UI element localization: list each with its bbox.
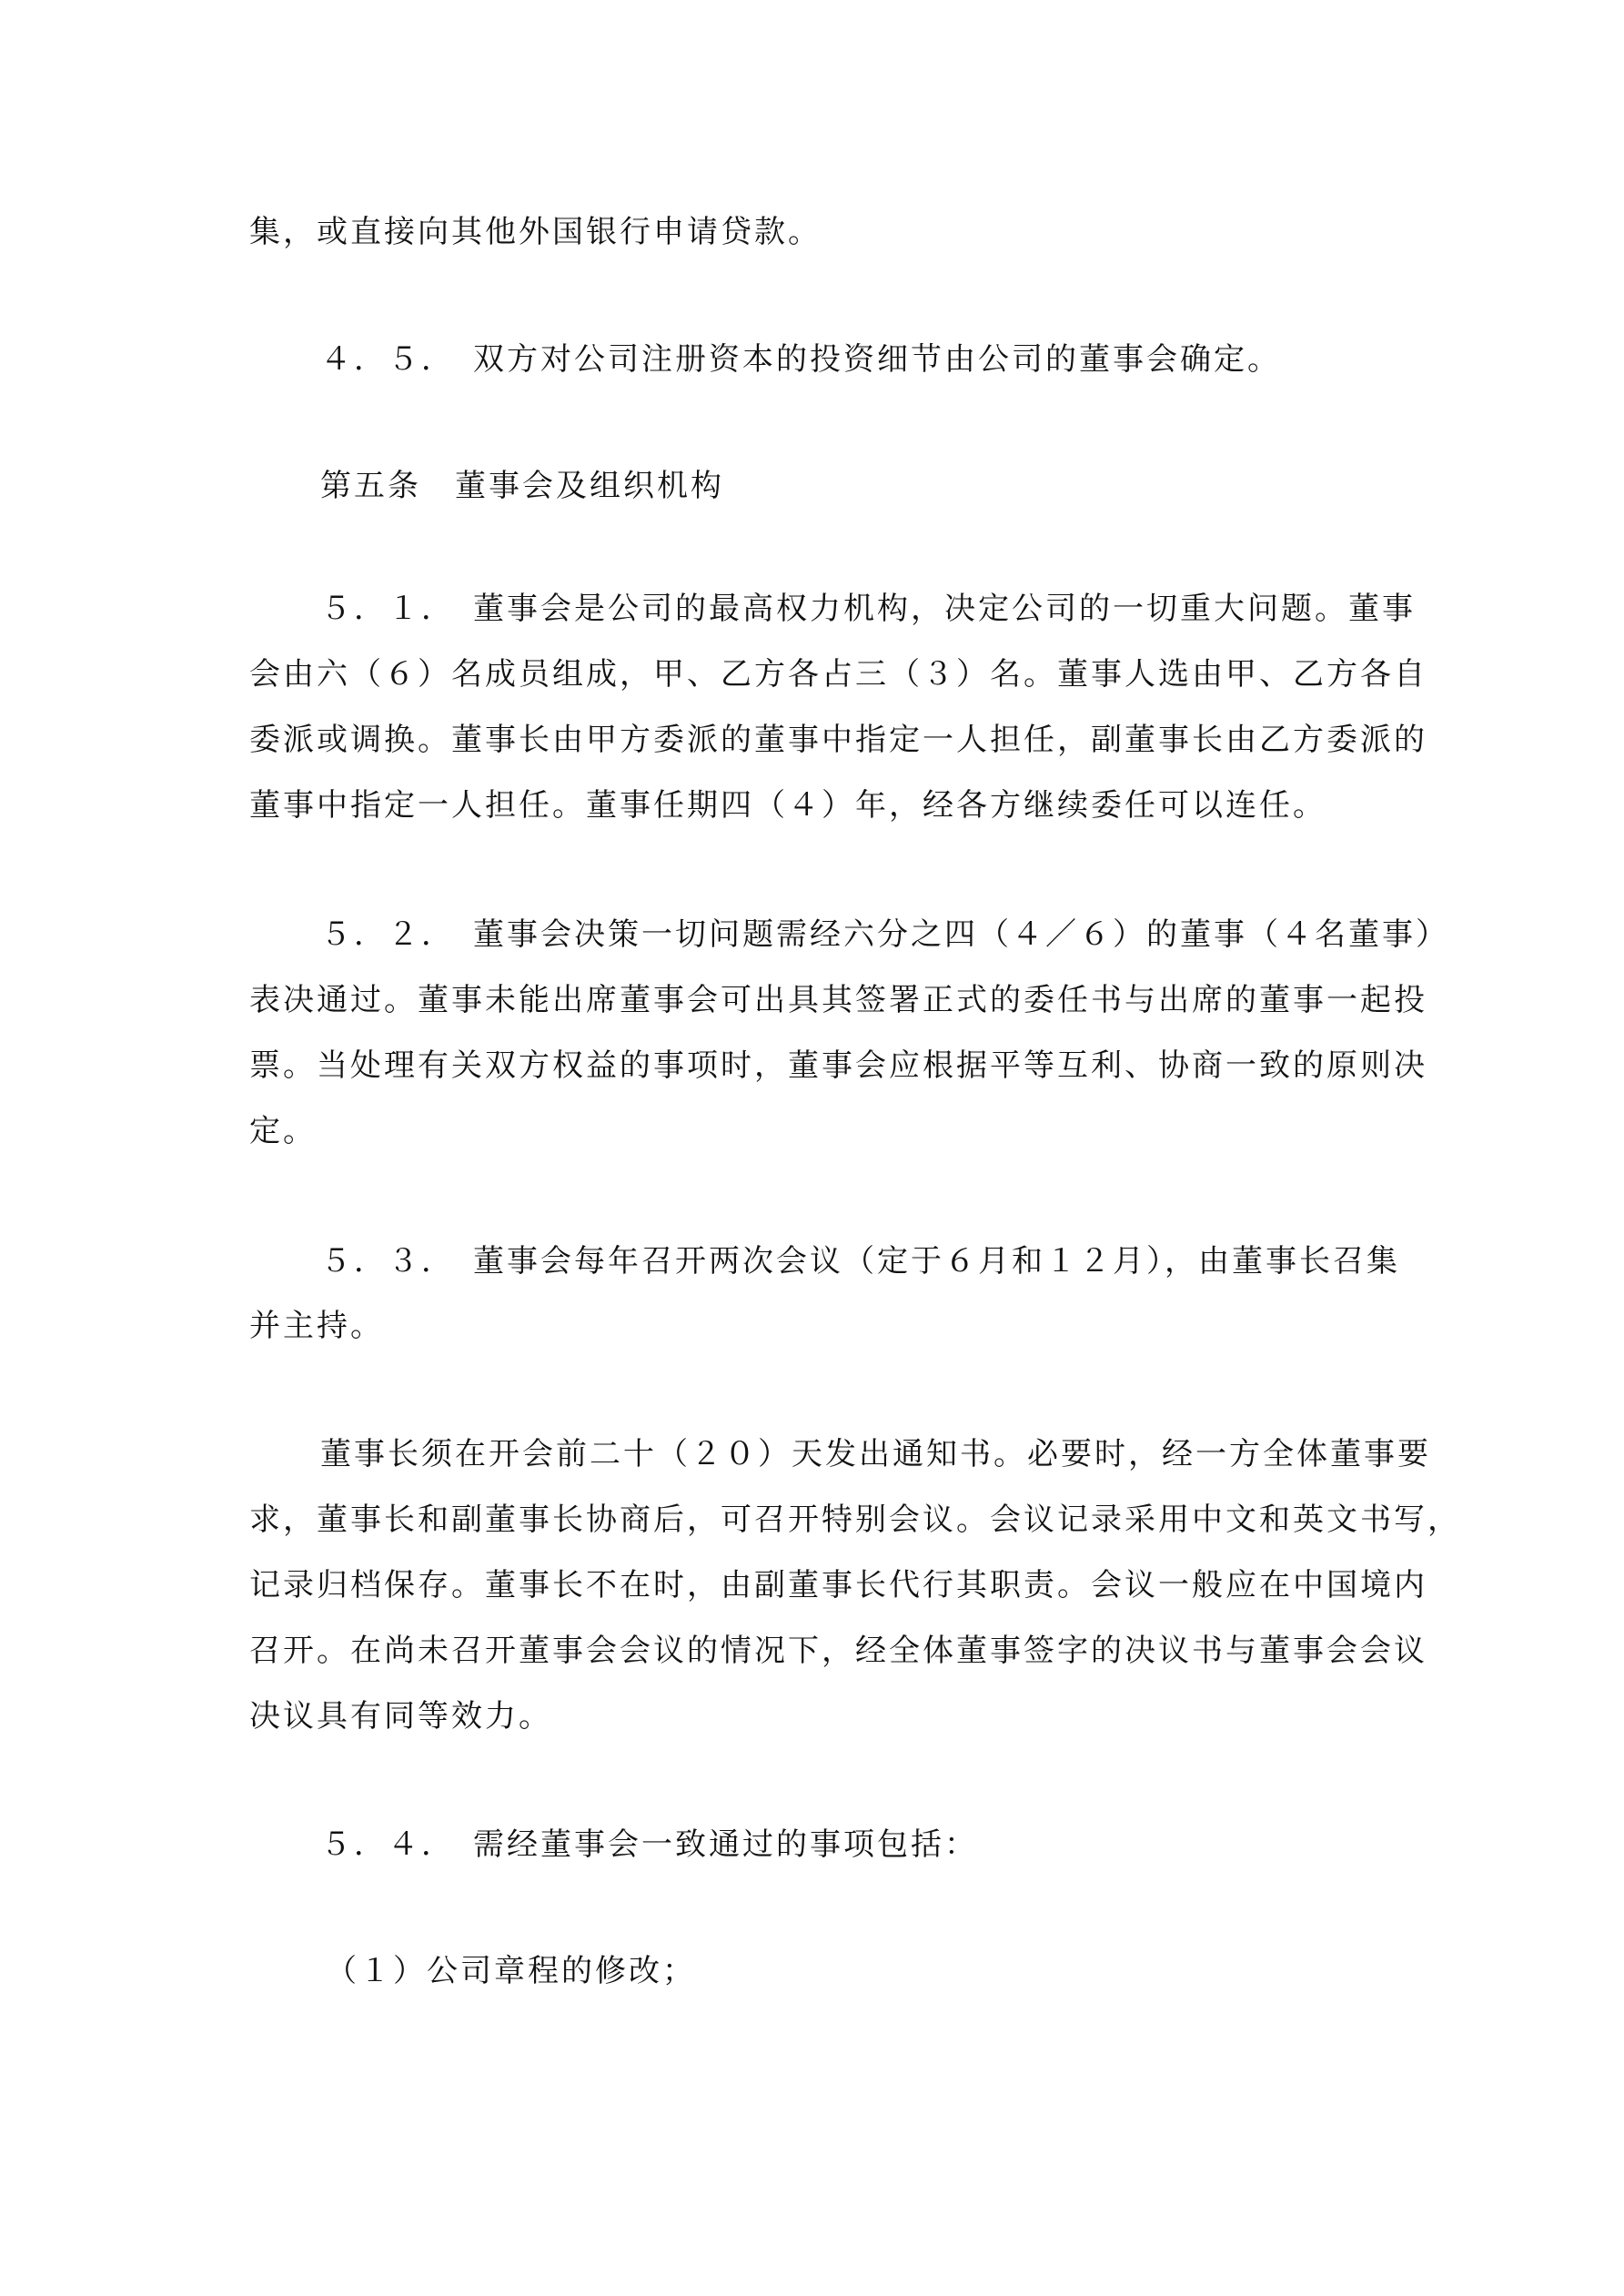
article-5-heading: 第五条 董事会及组织机构 (320, 468, 724, 504)
paragraph-line: 集，或直接向其他外国银行申请贷款。 (249, 214, 822, 250)
clause-5-2-line: 表决通过。董事未能出席董事会可出具其签署正式的委任书与出席的董事一起投 (249, 982, 1427, 1018)
clause-5-1-line: ５．１． 董事会是公司的最高权力机构，决定公司的一切重大问题。董事 (320, 591, 1416, 627)
meeting-paragraph-line: 董事长须在开会前二十（２０）天发出通知书。必要时，经一方全体董事要 (320, 1436, 1431, 1472)
clause-5-3-line: ５．３． 董事会每年召开两次会议（定于６月和１２月），由董事长召集 (320, 1243, 1400, 1279)
clause-5-2-line: 票。当处理有关双方权益的事项时，董事会应根据平等互利、协商一致的原则决 (249, 1047, 1427, 1084)
meeting-paragraph-line: 决议具有同等效力。 (249, 1698, 552, 1735)
meeting-paragraph-line: 记录归档保存。董事长不在时，由副董事长代行其职责。会议一般应在中国境内 (249, 1567, 1427, 1603)
meeting-paragraph-line: 召开。在尚未召开董事会会议的情况下，经全体董事签字的决议书与董事会会议 (249, 1633, 1427, 1669)
clause-5-3-line: 并主持。 (249, 1308, 384, 1344)
clause-5-1-line: 会由六（６）名成员组成，甲、乙方各占三（３）名。董事人选由甲、乙方各自 (249, 656, 1427, 693)
clause-5-1-line: 委派或调换。董事长由甲方委派的董事中指定一人担任，副董事长由乙方委派的 (249, 722, 1427, 758)
list-item: （１）公司章程的修改； (326, 1953, 696, 1989)
clause-5-2-line: ５．２． 董事会决策一切问题需经六分之四（４／６）的董事（４名董事） (320, 916, 1449, 953)
clause-4-5: ４．５． 双方对公司注册资本的投资细节由公司的董事会确定。 (320, 341, 1281, 378)
clause-5-4: ５．４． 需经董事会一致通过的事项包括： (320, 1826, 978, 1863)
clause-5-2-line: 定。 (249, 1113, 317, 1149)
clause-5-1-line: 董事中指定一人担任。董事任期四（４）年，经各方继续委任可以连任。 (249, 787, 1326, 824)
meeting-paragraph-line: 求，董事长和副董事长协商后，可召开特别会议。会议记录采用中文和英文书写， (249, 1502, 1461, 1538)
